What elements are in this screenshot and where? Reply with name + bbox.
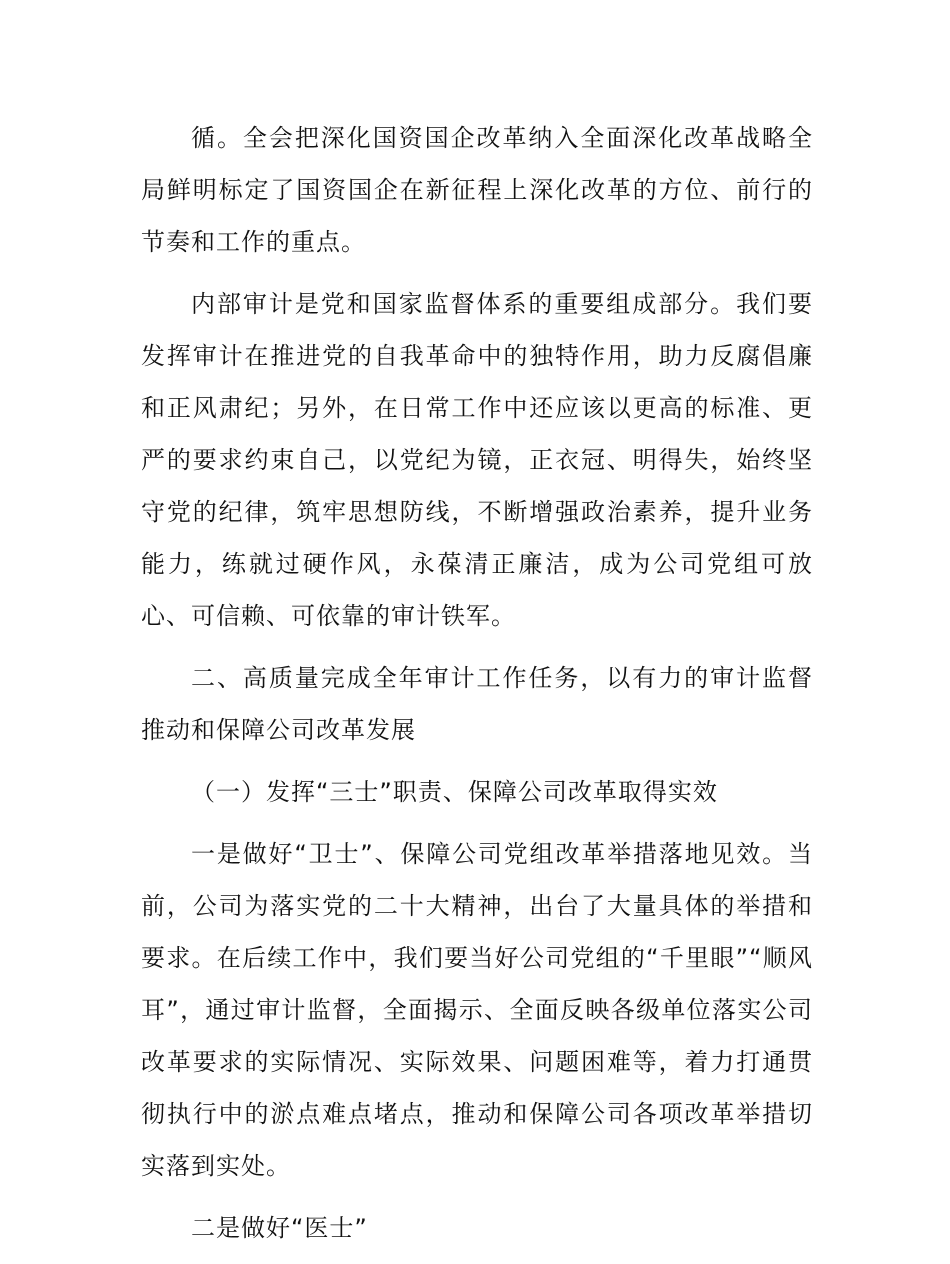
subsection-heading-1: （一）发挥“三士”职责、保障公司改革取得实效 — [191, 778, 718, 806]
paragraph-doctor-role: 二是做好“医士” — [191, 1214, 368, 1242]
paragraph-internal-audit: 内部审计是党和国家监督体系的重要组成部分。我们要发挥审计在推进党的自我革命中的独特作用，助力反腐倡廉和正风肃纪；另外，在日常工作中还应该以更高的标准、更严的要求约束自己，以党纪为镜，正衣冠、明得失，始终坚守党的纪律，筑牢思想防线，不断增强政治素养，提升业务能力，练就过硬作风，永葆清正廉洁，成为公司党组可放心、可信赖、可依靠的审计铁军。 — [141, 290, 813, 630]
paragraph-guard-role: 一是做好“卫士”、保障公司党组改革举措落地见效。当前，公司为落实党的二十大精神，出台了大量具体的举措和要求。在后续工作中，我们要当好公司党组的“千里眼”“顺风耳”，通过审计监督，全面揭示、全面反映各级单位落实公司改革要求的实际情况、实际效果、问题困难等，着力打通贯彻执行中的淤点难点堵点，推动和保障公司各项改革举措切实落到实处。 — [141, 840, 813, 1180]
paragraph-reform-intro: 循。全会把深化国资国企改革纳入全面深化改革战略全局鲜明标定了国资国企在新征程上深化改革的方位、前行的节奏和工作的重点。 — [141, 124, 813, 256]
section-heading-2: 二、高质量完成全年审计工作任务，以有力的审计监督推动和保障公司改革发展 — [141, 664, 813, 744]
document-body — [141, 112, 813, 1264]
